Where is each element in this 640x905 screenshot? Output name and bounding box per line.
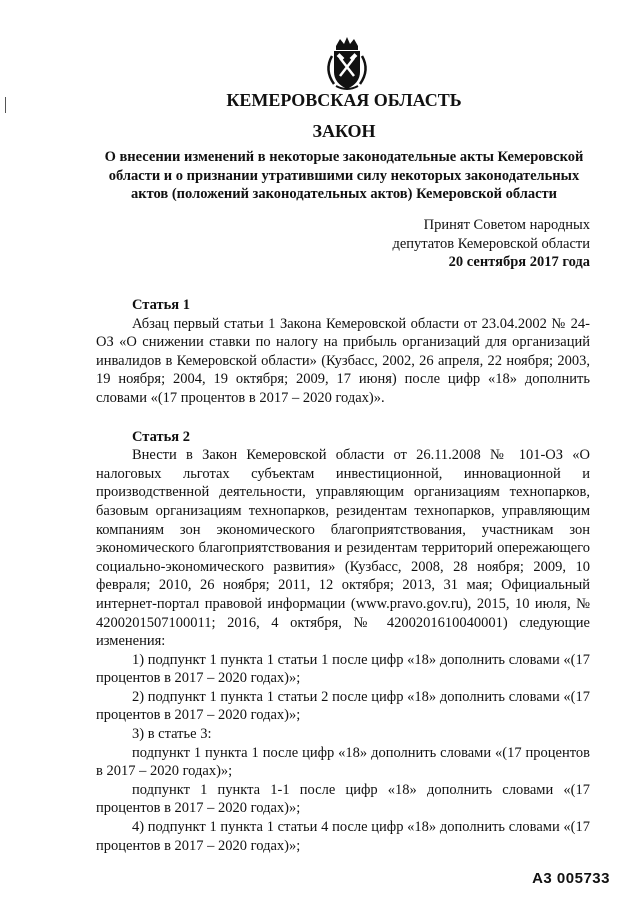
law-body xyxy=(96,296,590,855)
article-2-item-3b: подпункт 1 пункта 1-1 после цифр «18» дополнить словами «(17 процентов в 2017 – 2020 годах)»; xyxy=(96,781,590,817)
article-2-item-3: 3) в статье 3: xyxy=(132,726,212,743)
adoption-date: 20 сентября 2017 года xyxy=(448,254,590,270)
article-2-item-2: 2) подпункт 1 пункта 1 статьи 2 после цифр «18» дополнить словами «(17 процентов в 2017 – 2020 годах)»; xyxy=(96,688,590,724)
article-2-item-3a: подпункт 1 пункта 1 после цифр «18» дополнить словами «(17 процентов в 2017 – 2020 годах)»; xyxy=(96,744,590,780)
adoption-block xyxy=(392,216,590,272)
document-type-heading: ЗАКОН xyxy=(312,121,376,141)
region-heading: КЕМЕРОВСКАЯ ОБЛАСТЬ xyxy=(226,90,462,110)
article-2-item-1: 1) подпункт 1 пункта 1 статьи 1 после цифр «18» дополнить словами «(17 процентов в 2017 – 2020 годах)»; xyxy=(96,651,590,687)
article-1-text: Абзац первый статьи 1 Закона Кемеровской области от 23.04.2002 № 24-ОЗ «О снижении ставки по налогу на прибыль организаций для организаций инвалидов в Кемеровской области» (Кузбасс, 2002, 26 апреля, 22 ноября; 2003, 19 ноября; 2004, 19 октября; 2009, 17 июня) после цифр «18» дополнить словами «(17 процентов в 2017 – 2020 годах)». xyxy=(96,315,590,406)
article-2-intro: Внести в Закон Кемеровской области от 26.11.2008 № 101-ОЗ «О налоговых льготах субъектам инвестиционной, инновационной и производственной деятельности, управляющим организациям технопарков, базовым организациям технопарков, резидентам технопарков, управляющим компаниям зон экономического благоприятствования, участникам зон экономического благоприятствования и резидентам территорий опережающего социально-экономического развития» (Кузбасс, 2008, 28 ноября; 2009, 10 февраля; 2010, 26 ноября; 2011, 12 октября; 2013, 31 мая; Официальный интернет-портал правовой информации (www.pravo.gov.ru), 2015, 10 июля, № 4200201507100011; 2016, 4 октября, № 4200201610040001) следующие изменения: xyxy=(96,447,590,650)
serial-number: А3 005733 xyxy=(532,870,610,887)
adoption-line-1: Принят Советом народных xyxy=(423,217,590,233)
article-1-title: Статья 1 xyxy=(132,297,190,313)
adoption-line-2: депутатов Кемеровской области xyxy=(392,235,590,252)
article-2-item-4: 4) подпункт 1 пункта 1 статьи 4 после цифр «18» дополнить словами «(17 процентов в 2017 – 2020 годах)»; xyxy=(96,819,590,854)
article-2-title: Статья 2 xyxy=(132,428,190,445)
coat-of-arms-icon xyxy=(322,36,372,92)
law-title: О внесении изменений в некоторые законодательные акты Кемеровской области и о признании утратившими силу некоторых законодательных актов (положений законодательных актов) Кемеровской области xyxy=(104,149,584,202)
